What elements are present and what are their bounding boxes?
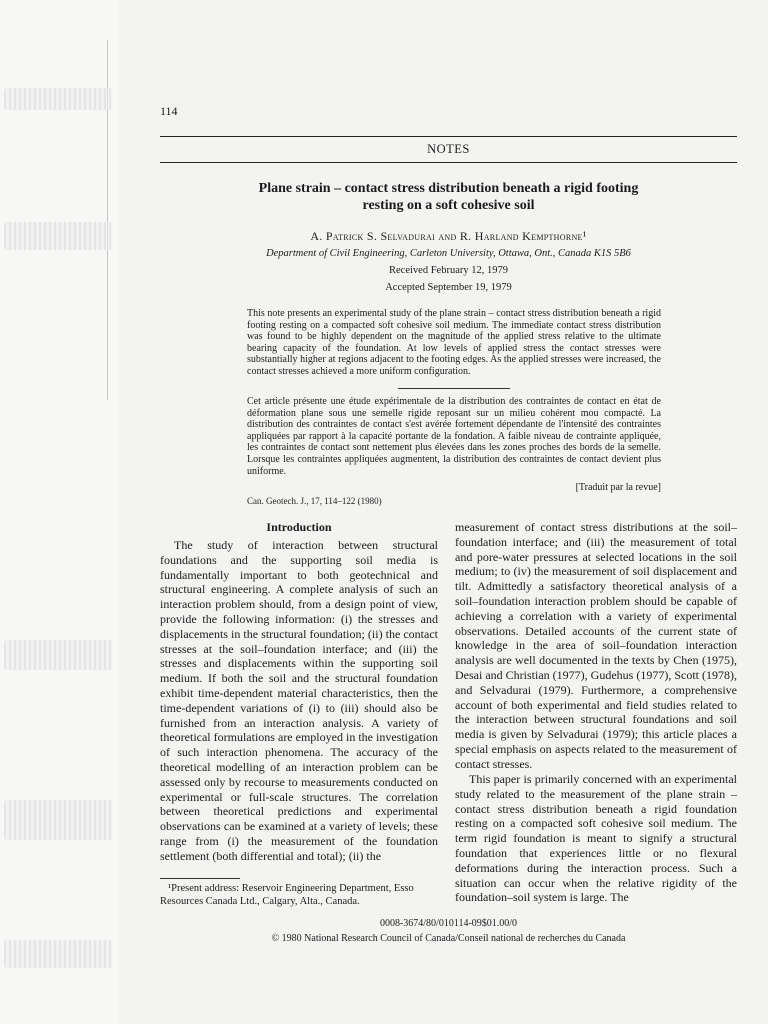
translation-note: [Traduit par la revue] <box>575 482 661 493</box>
left-column-text: The study of interaction between structural foundations and the supporting soil media is fundamentally important to both geotechnical and structural engineering. A complete analysis of such an interaction problem should, from a design point of view, provide the following information: (i) the stresses and displacements in the structural foundation; (ii) the contact stresses at the soil–foundation interface; and (iii) the stresses and displacements within the supporting soil medium. If both the soil and the structural foundation exhibit time-dependent material characteristics, then the time-dependent variations of (i) to (iii) should also be furnished from an interaction analysis. A variety of theoretical formulations are employed in the investigation of such interaction phenomena. The accuracy of the theoretical modelling of an interaction problem can be assessed only by recourse to measurements conducted on experimental or full-scale structures. The correlation between theoretical predictions and experimental observations can be examined at a variety of levels; these range from (i) the measurement of the foundation settlement (both differential and total); (ii) the <box>160 538 438 863</box>
accepted-date: Accepted September 19, 1979 <box>385 282 512 293</box>
introduction-heading: Introduction <box>266 520 332 534</box>
scan-left-margin <box>0 0 118 1024</box>
received-date: Received February 12, 1979 <box>389 265 508 276</box>
right-column-paragraph-1: measurement of contact stress distributions at the soil–foundation interface; and (iii) the measurement of total and pore-water pressures at selected locations in the soil medium; to (iv) the measurement of soil displacement and tilt. Admittedly a satisfactory theoretical analysis of a soil–foundation interaction problem should be capable of achieving a correlation with a variety of experimental observations. Detailed accounts of the current state of knowledge in the area of soil–foundation interaction analysis are well documented in the texts by Chen (1975), Desai and Christian (1977), Gudehus (1977), Scott (1978), and Selvadurai (1979). Furthermore, a comprehensive account of both experimental and field studies related to the interaction between structural foundations and soil media is given by Selvadurai (1979); this article places a special emphasis on aspects related to the measurement of contact stresses. <box>455 520 737 771</box>
top-rule <box>160 136 737 137</box>
title-line-1: Plane strain – contact stress distribution beneath a rigid footing <box>258 181 639 196</box>
article-title <box>160 180 737 214</box>
abstract-french: Cet article présente une étude expérimentale de la distribution des contraintes de contact en état de déformation plane sous une semelle rigide reposant sur un milieu cohérent mou compacté. La distribution des contraintes de contact s'est avérée fortement dépendante de l'intensité des contraintes appliquées par rapport à la capacité portante de la fondation. A faible niveau de contrainte appliquée, les contraintes de contact sont nettement plus élevées dans les zones proches des bords de la semelle. Lorsque les contraintes appliquées augmentent, la distribution des contraintes de contact devient plus uniforme. <box>247 396 661 477</box>
footnote: ¹Present address: Reservoir Engineering Department, Esso Resources Canada Ltd., Calgary, Alta., Canada. <box>160 883 414 907</box>
issn-line: 0008-3674/80/010114-09$01.00/0 <box>379 918 518 929</box>
bleed-through-mark <box>4 800 112 840</box>
bleed-through-mark <box>4 88 112 110</box>
right-column-paragraph-2: This paper is primarily concerned with an experimental study related to the measurement of the plane strain – contact stress distribution beneath a rigid foundation resting on a compacted soft cohesive soil medium. The term rigid foundation is meant to signify a structural foundation that experiences little or no flexural deformations during the interaction process. Such a situation can occur when the relative rigidity of the foundation–soil system is large. The <box>455 772 737 905</box>
footnote-rule <box>160 878 240 879</box>
abstract-english: This note presents an experimental study of the plane strain – contact stress distribution beneath a rigid footing resting on a compacted soft cohesive soil medium. The immediate contact stress distribution was found to be highly dependent on the magnitude of the applied stress relative to the ultimate bearing capacity of the foundation. At low levels of applied stress the contact stresses were substantially higher at regions adjacent to the footing edges. As the applied stresses were increased, the contact stresses achieved a more uniform configuration. <box>247 308 661 377</box>
affiliation: Department of Civil Engineering, Carleton University, Ottawa, Ont., Canada K1S 5B6 <box>266 248 631 259</box>
bleed-through-mark <box>4 222 112 250</box>
copyright-line: © 1980 National Research Council of Canada/Conseil national de recherches du Canada <box>271 933 626 944</box>
title-line-2: resting on a soft cohesive soil <box>362 198 535 213</box>
bleed-through-mark <box>4 940 112 968</box>
header-rule <box>160 162 737 163</box>
section-label: NOTES <box>427 142 470 156</box>
journal-citation: Can. Geotech. J., 17, 114–122 (1980) <box>247 496 382 506</box>
authors: A. Patrick S. Selvadurai and R. Harland Kempthorne¹ <box>310 229 587 243</box>
page-number: 114 <box>160 104 178 118</box>
abstract-separator <box>398 388 510 389</box>
bleed-through-mark <box>4 640 112 670</box>
